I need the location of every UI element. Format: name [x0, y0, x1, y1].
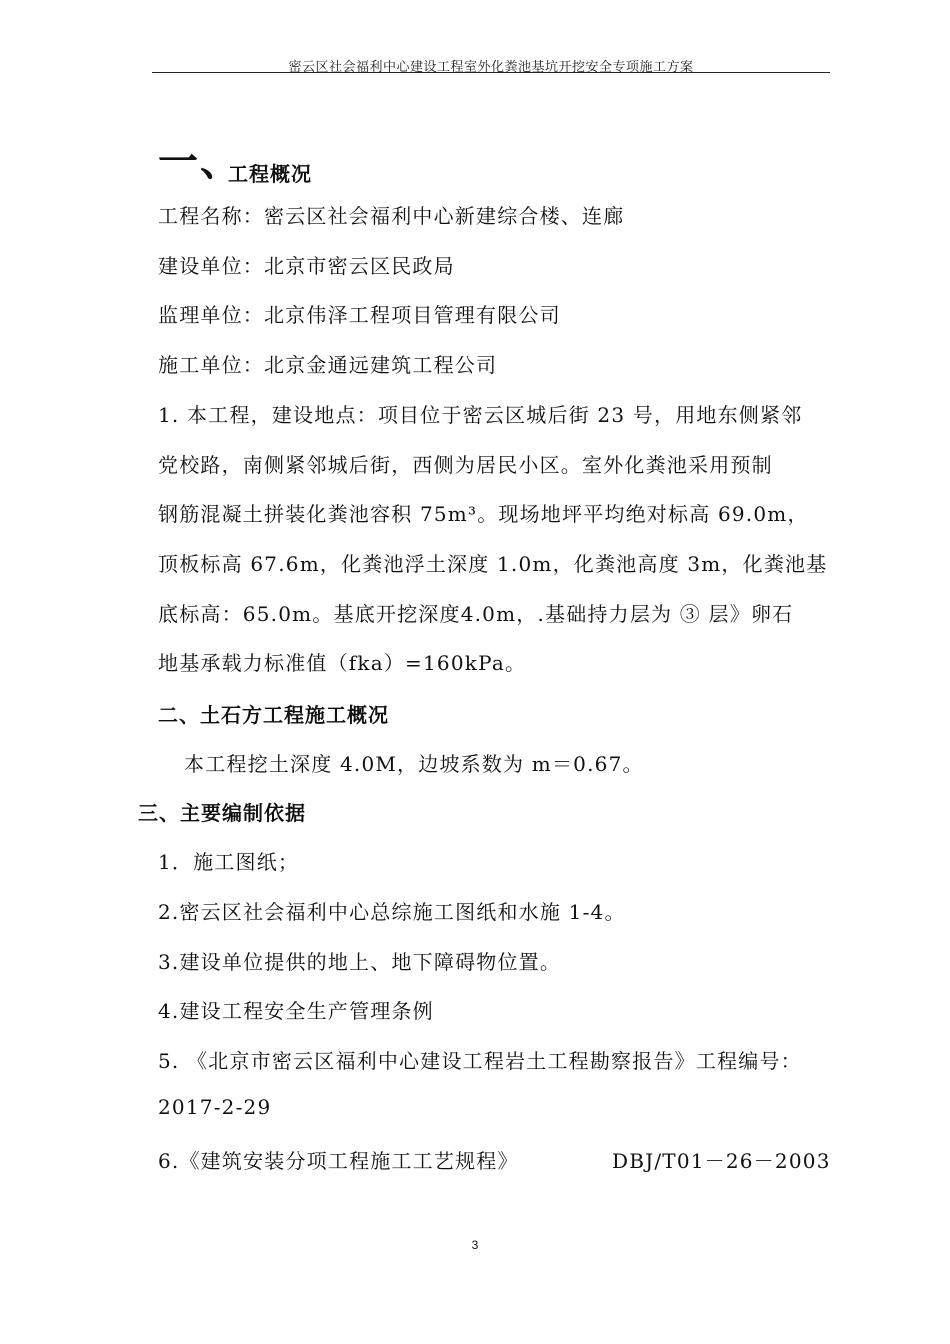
paragraph-line: 钢筋混凝土拼装化粪池容积 75m³。现场地坪平均绝对标高 69.0m，: [158, 502, 809, 526]
section-title: 工程概况: [228, 162, 312, 186]
paragraph-line: 底标高：65.0m。基底开挖深度4.0m，.基础持力层为 ③ 层》卵石: [158, 602, 794, 626]
earthwork-text: 本工程挖土深度 4.0M，边坡系数为 m＝0.67。: [184, 752, 644, 776]
basis-item: 3.建设单位提供的地上、地下障碍物位置。: [158, 950, 562, 974]
basis-item: 6.《建筑安装分项工程施工工艺规程》: [158, 1149, 519, 1173]
page-number: 3: [471, 1238, 479, 1252]
section-heading: 二、土石方工程施工概况: [158, 703, 389, 727]
construction-unit: 建设单位：北京市密云区民政局: [158, 254, 455, 278]
header-rule: [152, 72, 830, 73]
contractor-unit: 施工单位：北京金通远建筑工程公司: [158, 353, 498, 377]
basis-item: 5. 《北京市密云区福利中心建设工程岩土工程勘察报告》工程编号：: [158, 1049, 802, 1073]
supervision-unit: 监理单位：北京伟泽工程项目管理有限公司: [158, 303, 561, 327]
section-heading: 三、主要编制依据: [138, 801, 306, 825]
basis-item: 2017-2-29: [158, 1095, 272, 1119]
basis-item: 2.密云区社会福利中心总综施工图纸和水施 1-4。: [158, 900, 626, 924]
paragraph-line: 1. 本工程，建设地点：项目位于密云区城后街 23 号，用地东侧紧邻: [158, 403, 803, 427]
section-number: 一、: [158, 139, 242, 185]
paragraph-line: 顶板标高 67.6m，化粪池浮土深度 1.0m，化粪池高度 3m，化粪池基: [158, 552, 828, 576]
basis-item: 1．施工图纸；: [158, 850, 300, 874]
basis-item: 4.建设工程安全生产管理条例: [158, 999, 434, 1023]
running-header: 密云区社会福利中心建设工程室外化粪池基坑开挖安全专项施工方案: [288, 60, 694, 75]
project-name: 工程名称：密云区社会福利中心新建综合楼、连廊: [158, 204, 625, 228]
paragraph-line: 党校路，南侧紧邻城后街，西侧为居民小区。室外化粪池采用预制: [158, 453, 773, 477]
paragraph-line: 地基承载力标准值（fka）=160kPa。: [158, 651, 527, 675]
standard-code: DBJ/T01－26－2003: [612, 1149, 831, 1173]
